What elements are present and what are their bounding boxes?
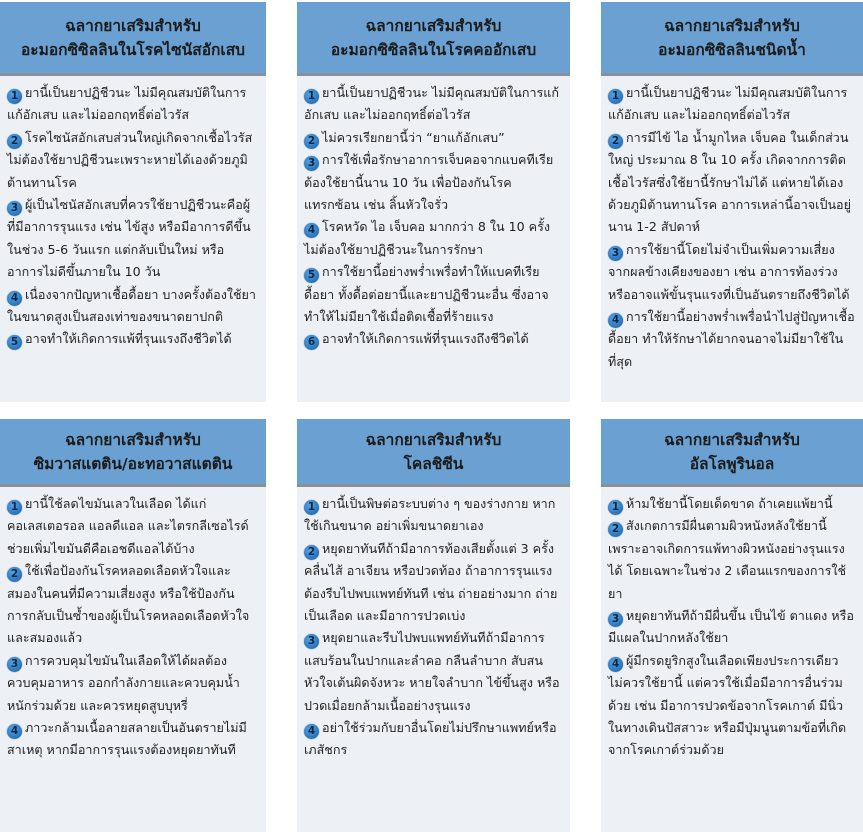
item-text: ภาวะกล้ามเนื้อลายสลายเป็นอันตรายไม่มีสาเหตุ หากมีอาการรุนแรงต้องหยุดยาทันที [7, 720, 247, 758]
number-badge-icon: 1 [304, 500, 319, 515]
list-item [304, 261, 562, 328]
list-item [304, 328, 562, 350]
card-body [601, 76, 863, 373]
item-text: ผู้มีกรดยูริกสูงในเลือดเพียงประการเดียว ไม่ควรใช้ยานี้ แต่ควรใช้เมื่อมีอาการอื่นร่วมด้วย เช่น มีอาการปวดข้อจากโรคเกาต์ มีนิ่วในทางเดินปัสสาวะ หรือมีปุ่มนูนตามข้อที่เกิดจากโรคเกาต์ร่วมด้วย [608, 652, 847, 758]
card-body [297, 76, 570, 351]
item-text: โรคไซนัสอักเสบส่วนใหญ่เกิดจากเชื้อไวรัส ไม่ต้องใช้ยาปฏิชีวนะเพราะหายได้เองด้วยภูมิต้านทานโรค [7, 129, 253, 190]
item-text: อาจทำให้เกิดการแพ้ที่รุนแรงถึงชีวิตได้ [322, 331, 529, 347]
number-badge-icon: 5 [304, 268, 319, 283]
card-body [0, 76, 266, 351]
number-badge-icon: 1 [608, 500, 623, 515]
card-header [601, 2, 863, 76]
card-title-line2: อะมอกซิซิลลินในโรคคออักเสบ [330, 40, 537, 59]
item-text: การใช้ยานี้อย่างพร่ำเพรื่อนำไปสู่ปัญหาเชื้อดื้อยา ทำให้รักษาได้ยากจนอาจไม่มียาใช้ในที่สุด [608, 309, 855, 369]
number-badge-icon: 2 [7, 567, 22, 582]
list-item [608, 650, 855, 762]
list-item [608, 493, 855, 515]
item-text: หยุดยาและรีบไปพบแพทย์ทันทีถ้ามีอาการแสบร้อนในปากและลำคอ กลืนลำบาก สับสน หัวใจเต้นผิดจังหวะ หายใจลำบาก ไข้ขึ้นสูง หรือปวดเมื่อยกล้ามเนื้ออย่างรุนแรง [304, 630, 560, 713]
card-title-line2: โคลชิซีน [403, 454, 464, 473]
item-text: หยุดยาทันทีถ้ามีอาการท้องเสียตั้งแต่ 3 ครั้ง คลื่นไส้ อาเจียน หรือปวดท้อง ถ้าอาการรุนแรงต้องรีบไปพบแพทย์ทันที เช่น ถ่ายอย่างมาก ถ่ายเป็นเลือด และมีอาการปวดเบ่ง [304, 540, 558, 624]
list-item [7, 493, 258, 560]
number-badge-icon: 1 [7, 89, 22, 104]
card-title-line1: ฉลากยาเสริมสำหรับ [65, 16, 201, 35]
number-badge-icon: 4 [304, 724, 319, 739]
item-text: ยานี้เป็นยาปฏิชีวนะ ไม่มีคุณสมบัติในการแก้อักเสบ และไม่ออกฤทธิ์ต่อไวรัส [608, 85, 848, 123]
list-item [7, 560, 258, 650]
list-item [7, 328, 258, 350]
label-card-colchicine [297, 419, 570, 832]
number-badge-icon: 3 [608, 246, 623, 261]
label-card-simvastatin-atorvastatin [0, 419, 266, 832]
number-badge-icon: 2 [304, 545, 319, 560]
number-badge-icon: 3 [7, 201, 22, 216]
list-item [304, 493, 562, 538]
number-badge-icon: 6 [304, 335, 319, 350]
list-item [304, 82, 562, 127]
card-title-line1: ฉลากยาเสริมสำหรับ [365, 16, 502, 35]
number-badge-icon: 2 [304, 134, 319, 149]
card-title-line1: ฉลากยาเสริมสำหรับ [664, 430, 800, 449]
list-item [7, 82, 258, 127]
item-text: ยานี้เป็นยาปฏิชีวนะ ไม่มีคุณสมบัติในการแก้อักเสบ และไม่ออกฤทธิ์ต่อไวรัส [7, 85, 247, 123]
list-item [304, 149, 562, 216]
number-badge-icon: 3 [304, 156, 319, 171]
item-text: ยานี้เป็นยาปฏิชีวนะ ไม่มีคุณสมบัติในการแก้อักเสบ และไม่ออกฤทธิ์ต่อไวรัส [304, 85, 560, 123]
card-title-line1: ฉลากยาเสริมสำหรับ [65, 430, 201, 449]
card-title-line2: อะมอกซิซิลลินชนิดน้ำ [658, 40, 806, 59]
card-body [601, 487, 863, 762]
item-text: ใช้เพื่อป้องกันโรคหลอดเลือดหัวใจและสมองในคนที่มีความเสี่ยงสูง หรือใช้ป้องกันการกลับเป็นซ้ำของผู้เป็นโรคหลอดเลือดหัวใจและสมองแล้ว [7, 563, 250, 646]
item-text: หยุดยาทันทีถ้ามีผื่นขึ้น เป็นไข้ ตาแดง หรือมีแผลในปากหลังใช้ยา [608, 608, 854, 646]
number-badge-icon: 2 [608, 522, 623, 537]
list-item [7, 284, 258, 329]
list-item [608, 82, 855, 127]
list-item [304, 216, 562, 261]
list-item [304, 627, 562, 717]
item-text: ยานี้ใช้ลดไขมันเลวในเลือด ได้แก่ คอเลสเตอรอล แอลดีแอล และไตรกลีเซอไรด์ ช่วยเพิ่มไขมันดีคือเอชดีแอลได้บ้าง [7, 496, 249, 556]
card-header [297, 2, 570, 76]
number-badge-icon: 4 [7, 291, 22, 306]
item-text: การใช้ยานี้โดยไม่จำเป็นเพิ่มความเสี่ยงจากผลข้างเคียงของยา เช่น อาการท้องร่วง หรืออาจแพ้ขั้นรุนแรงที่เป็นอันตรายถึงชีวิตได้ [608, 241, 850, 302]
item-text: การใช้เพื่อรักษาอาการเจ็บคอจากแบคทีเรียต้องใช้ยานี้นาน 10 วัน เพื่อป้องกันโรคแทรกซ้อน เช่น ลิ้นหัวใจรั่ว [304, 152, 554, 213]
item-text: ไม่ควรเรียกยานี้ว่า “ยาแก้อักเสบ” [322, 129, 505, 145]
card-title-line2: อัลโลพูรินอล [689, 454, 775, 473]
item-text: การใช้ยานี้อย่างพร่ำเพรื่อทำให้แบคทีเรียดื้อยา ทั้งดื้อต่อยานี้และยาปฏิชีวนะอื่น ซึ่งอาจทำให้ไม่มียาใช้เมื่อติดเชื้อที่ร้ายแรง [304, 264, 549, 325]
list-item [7, 127, 258, 194]
card-header [0, 2, 266, 76]
label-card-amoxicillin-pharyngitis [297, 2, 570, 402]
list-item [608, 127, 855, 239]
list-item [304, 717, 562, 762]
number-badge-icon: 4 [608, 657, 623, 672]
number-badge-icon: 1 [7, 500, 22, 515]
item-text: ผู้เป็นไซนัสอักเสบที่ควรใช้ยาปฏิชีวนะคือผู้ที่มีอาการรุนแรง เช่น ไข้สูง หรือมีอาการดีขึ้นในช่วง 5-6 วันแรก แต่กลับเป็นใหม่ หรืออาการไม่ดีขึ้นภายใน 10 วัน [7, 197, 251, 280]
item-text: อย่าใช้ร่วมกับยาอื่นโดยไม่ปรึกษาแพทย์หรือเภสัชกร [304, 720, 557, 758]
number-badge-icon: 1 [608, 89, 623, 104]
item-text: เนื่องจากปัญหาเชื้อดื้อยา บางครั้งต้องใช้ยาในขนาดสูงเป็นสองเท่าของขนาดยาปกติ [7, 286, 257, 325]
label-card-allopurinol [601, 419, 863, 832]
list-item [304, 127, 562, 149]
item-text: อาจทำให้เกิดการแพ้ที่รุนแรงถึงชีวิตได้ [25, 331, 232, 347]
list-item [7, 650, 258, 717]
card-body [297, 487, 570, 762]
number-badge-icon: 2 [608, 134, 623, 149]
card-title-line2: ซิมวาสแตติน/อะทอวาสแตติน [33, 454, 233, 473]
item-text: โรคหวัด ไอ เจ็บคอ มากกว่า 8 ใน 10 ครั้ง ไม่ต้องใช้ยาปฏิชีวนะในการรักษา [304, 219, 550, 257]
item-text: การควบคุมไขมันในเลือดให้ได้ผลต้องควบคุมอาหาร ออกกำลังกายและควบคุมน้ำหนักร่วมด้วย และควรหยุดสูบบุหรี่ [7, 652, 240, 713]
card-body [0, 487, 266, 762]
card-title-line2: อะมอกซิซิลลินในโรคไซนัสอักเสบ [20, 40, 246, 59]
card-header [601, 419, 863, 487]
card-title-line1: ฉลากยาเสริมสำหรับ [664, 16, 800, 35]
list-item [7, 194, 258, 284]
label-card-amoxicillin-sinusitis [0, 2, 266, 402]
item-text: ยานี้เป็นพิษต่อระบบต่าง ๆ ของร่างกาย หากใช้เกินขนาด อย่าเพิ่มขนาดยาเอง [304, 496, 556, 534]
list-item [608, 306, 855, 373]
list-item [7, 717, 258, 762]
item-text: การมีไข้ ไอ น้ำมูกไหล เจ็บคอ ในเด็กส่วนใหญ่ ประมาณ 8 ใน 10 ครั้ง เกิดจากการติดเชื้อไวรัสซึ่งใช้ยานี้รักษาไม่ได้ แต่หายได้เองด้วยภูมิต้านทานโรค อาการเหล่านี้อาจเป็นอยู่นาน 1-2 สัปดาห์ [608, 129, 851, 235]
number-badge-icon: 5 [7, 335, 22, 350]
number-badge-icon: 2 [7, 134, 22, 149]
number-badge-icon: 4 [608, 313, 623, 328]
list-item [608, 605, 855, 650]
card-header [0, 419, 266, 487]
number-badge-icon: 1 [304, 89, 319, 104]
item-text: สังเกตการมีผื่นตามผิวหนังหลังใช้ยานี้ เพราะอาจเกิดการแพ้ทางผิวหนังอย่างรุนแรงได้ โดยเฉพาะในช่วง 2 เดือนแรกของการใช้ยา [608, 518, 847, 601]
number-badge-icon: 4 [7, 724, 22, 739]
list-item [608, 515, 855, 605]
list-item [304, 538, 562, 628]
card-title-line1: ฉลากยาเสริมสำหรับ [365, 430, 502, 449]
list-item [608, 239, 855, 306]
number-badge-icon: 3 [608, 612, 623, 627]
number-badge-icon: 3 [304, 634, 319, 649]
card-header [297, 419, 570, 487]
number-badge-icon: 4 [304, 223, 319, 238]
item-text: ห้ามใช้ยานี้โดยเด็ดขาด ถ้าเคยแพ้ยานี้ [626, 496, 833, 511]
number-badge-icon: 3 [7, 657, 22, 672]
label-card-amoxicillin-syrup [601, 2, 863, 402]
